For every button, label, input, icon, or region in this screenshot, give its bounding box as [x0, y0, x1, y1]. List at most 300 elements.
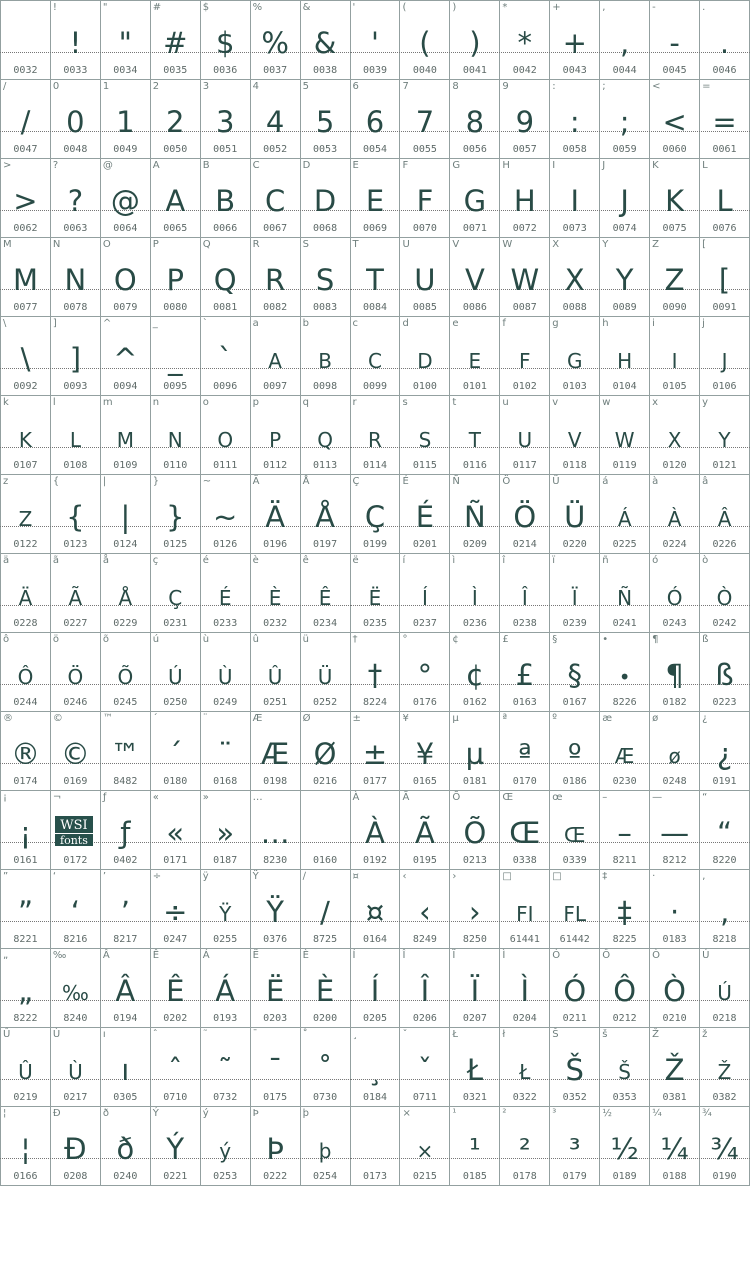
char-label: ±: [352, 713, 361, 724]
char-code: 0112: [263, 460, 288, 471]
char-glyph: U: [414, 263, 436, 297]
char-label: ƒ: [102, 792, 107, 803]
char-code: 0255: [213, 934, 238, 945]
glyph-cell: [351, 159, 401, 238]
char-glyph: `: [217, 342, 233, 376]
char-code: 0248: [662, 776, 687, 787]
glyph-cell: [450, 159, 500, 238]
char-glyph: Ž: [717, 1060, 732, 1084]
char-label: è: [252, 555, 259, 566]
char-glyph: R: [368, 428, 382, 452]
char-glyph: ¥: [415, 737, 435, 771]
char-code: 0042: [512, 65, 537, 76]
char-label: ²: [502, 1108, 507, 1119]
char-label: Ê: [152, 950, 160, 961]
char-label: ª: [502, 713, 508, 724]
char-glyph: ‹: [419, 895, 431, 929]
char-code: 0103: [562, 381, 587, 392]
char-code: 8250: [462, 934, 487, 945]
char-glyph: L: [716, 184, 733, 218]
char-label: #: [152, 2, 162, 13]
char-label: ¹: [452, 1108, 457, 1119]
char-glyph: ƒ: [120, 816, 131, 850]
char-label: N: [52, 239, 61, 250]
char-glyph: V: [567, 428, 582, 452]
glyph-cell: [450, 475, 500, 554]
char-code: 0402: [113, 855, 138, 866]
char-code: 0222: [263, 1171, 288, 1182]
char-glyph: £: [515, 658, 535, 692]
char-glyph: Ï: [470, 974, 480, 1008]
char-code: 0125: [163, 539, 188, 550]
char-code: 0162: [462, 697, 487, 708]
char-label: ñ: [602, 555, 609, 566]
char-glyph: °: [417, 658, 433, 692]
char-glyph: ‰: [61, 981, 89, 1005]
char-glyph: $: [215, 26, 235, 60]
char-code: 0226: [712, 539, 737, 550]
char-code: 0044: [612, 65, 637, 76]
char-label: ”: [3, 871, 9, 882]
char-code: 0252: [313, 697, 338, 708]
char-code: 0218: [712, 1013, 737, 1024]
char-label: Þ: [252, 1108, 259, 1119]
char-code: 0200: [313, 1013, 338, 1024]
glyph-cell: [201, 791, 251, 870]
glyph-cell: [500, 475, 550, 554]
char-label: ': [352, 2, 356, 13]
glyph-cell: [351, 1107, 401, 1186]
char-code: 0036: [213, 65, 238, 76]
char-code: 0110: [163, 460, 188, 471]
char-glyph: –: [617, 816, 632, 850]
glyph-cell: [251, 712, 301, 791]
char-glyph: L: [69, 428, 81, 452]
char-code: 0165: [412, 776, 437, 787]
char-label: Î: [402, 950, 406, 961]
glyph-cell: [700, 1, 750, 80]
char-label: –: [602, 792, 608, 803]
char-code: 0064: [113, 223, 138, 234]
char-glyph: 5: [315, 105, 335, 139]
char-label: Ü: [552, 476, 560, 487]
char-glyph: Q: [213, 263, 237, 297]
char-label: j: [702, 318, 705, 329]
char-label: ¾: [702, 1108, 712, 1119]
char-glyph: H: [617, 349, 633, 373]
char-code: 0055: [412, 144, 437, 155]
char-code: 0085: [412, 302, 437, 313]
glyph-cell: [450, 396, 500, 475]
char-code: 0245: [113, 697, 138, 708]
char-glyph: ‡: [617, 895, 632, 929]
char-glyph: ®: [10, 737, 40, 771]
glyph-cell: [101, 633, 151, 712]
glyph-cell: [450, 870, 500, 949]
char-label: ‡: [602, 871, 608, 882]
char-glyph: ¶: [665, 658, 684, 692]
char-label: K: [652, 160, 659, 171]
char-label: Ò: [652, 950, 660, 961]
char-code: 0097: [263, 381, 288, 392]
char-glyph: ‘: [70, 895, 80, 929]
char-glyph: ³: [568, 1132, 581, 1166]
char-code: 0041: [462, 65, 487, 76]
char-label: l: [52, 397, 56, 408]
char-label: ¤: [352, 871, 359, 882]
char-glyph: 7: [415, 105, 435, 139]
char-glyph: †: [367, 658, 383, 692]
glyph-cell: [550, 80, 600, 159]
char-glyph: Ô: [613, 974, 637, 1008]
char-code: 0180: [163, 776, 188, 787]
char-label: Ñ: [452, 476, 460, 487]
char-label: Ã: [402, 792, 410, 803]
char-label: Ú: [702, 950, 710, 961]
char-glyph: B: [215, 184, 236, 218]
char-label: Ý: [152, 1108, 159, 1119]
char-code: 0045: [662, 65, 687, 76]
char-label: „: [3, 950, 9, 961]
char-glyph: ’: [120, 895, 130, 929]
glyph-cell: [600, 80, 650, 159]
char-code: 8725: [313, 934, 338, 945]
char-code: 0082: [263, 302, 288, 313]
char-glyph: Ì: [471, 586, 478, 610]
char-label: ©: [52, 713, 63, 724]
char-label: ´: [152, 713, 158, 724]
char-glyph: Ê: [166, 974, 185, 1008]
char-glyph: •: [618, 665, 631, 689]
glyph-cell: [700, 633, 750, 712]
char-glyph: Ò: [716, 586, 733, 610]
char-code: 0236: [462, 618, 487, 629]
char-code: 0189: [612, 1171, 637, 1182]
char-code: 0192: [362, 855, 388, 866]
char-glyph: I: [671, 349, 678, 373]
char-code: 0195: [412, 855, 437, 866]
char-code: 0062: [13, 223, 38, 234]
char-code: 0052: [263, 144, 288, 155]
char-label: t: [452, 397, 457, 408]
char-code: 0092: [13, 381, 38, 392]
char-glyph: +: [562, 26, 587, 60]
char-glyph: Y: [718, 428, 731, 452]
char-glyph: Î: [521, 586, 528, 610]
glyph-cell: [251, 80, 301, 159]
glyph-cell: [550, 633, 600, 712]
char-glyph: 9: [515, 105, 535, 139]
char-label: =: [702, 81, 711, 92]
char-code: 8230: [263, 855, 288, 866]
glyph-cell: [151, 870, 201, 949]
char-glyph: S: [315, 263, 335, 297]
glyph-cell: [151, 396, 201, 475]
char-glyph: Ç: [168, 586, 183, 610]
char-code: 0209: [462, 539, 487, 550]
char-code: 0088: [562, 302, 587, 313]
glyph-cell: [101, 791, 151, 870]
char-label: ¼: [652, 1108, 662, 1119]
glyph-cell: [600, 159, 650, 238]
char-glyph: Ë: [368, 586, 382, 610]
char-glyph: º: [567, 737, 582, 771]
char-label: Ï: [452, 950, 456, 961]
char-glyph: ˆ: [168, 1053, 183, 1087]
char-label: ž: [702, 1029, 708, 1040]
char-label: C: [252, 160, 260, 171]
char-code: 0119: [612, 460, 637, 471]
char-label: O: [102, 239, 111, 250]
glyph-cell: [550, 396, 600, 475]
char-code: 0123: [63, 539, 88, 550]
glyph-cell: [251, 396, 301, 475]
char-label: `: [202, 318, 208, 329]
char-label: ø: [652, 713, 659, 724]
char-glyph: N: [64, 263, 87, 297]
char-code: 8221: [13, 934, 38, 945]
char-glyph: Ñ: [464, 500, 486, 534]
glyph-cell: [650, 1028, 700, 1107]
char-glyph: È: [268, 586, 282, 610]
char-code: 0322: [512, 1092, 537, 1103]
wsi-logo-line2: fonts: [60, 834, 88, 847]
char-code: 8482: [113, 776, 138, 787]
char-code: 8211: [612, 855, 637, 866]
char-label: ê: [302, 555, 309, 566]
char-glyph: #: [163, 26, 188, 60]
char-code: 0043: [562, 65, 587, 76]
char-glyph: A: [165, 184, 186, 218]
char-glyph: :: [569, 105, 580, 139]
char-glyph: ': [371, 26, 379, 60]
char-label: °: [402, 634, 408, 645]
glyph-cell: [151, 1028, 201, 1107]
char-glyph: &: [313, 26, 337, 60]
glyph-cell: [500, 80, 550, 159]
char-code: 0059: [612, 144, 637, 155]
glyph-cell: [151, 554, 201, 633]
char-code: 0254: [313, 1171, 338, 1182]
glyph-cell: [1, 712, 51, 791]
char-glyph: Š: [565, 1053, 584, 1087]
glyph-cell: [51, 396, 101, 475]
char-code: 0109: [113, 460, 138, 471]
char-label: d: [402, 318, 409, 329]
glyph-cell: [400, 396, 450, 475]
glyph-cell: [600, 554, 650, 633]
char-label: ³: [552, 1108, 557, 1119]
char-code: 0210: [662, 1013, 687, 1024]
char-label: ’: [102, 871, 107, 882]
char-code: 0094: [113, 381, 138, 392]
glyph-cell: [600, 317, 650, 396]
char-glyph: ,: [620, 26, 630, 60]
char-label: c: [352, 318, 359, 329]
glyph-cell: [51, 791, 101, 870]
char-label: à: [652, 476, 659, 487]
glyph-cell: [550, 712, 600, 791]
char-glyph: Å: [315, 500, 335, 534]
char-glyph: Ð: [64, 1132, 87, 1166]
glyph-cell: [101, 1, 151, 80]
char-glyph: *: [517, 26, 533, 60]
glyph-cell: [700, 1028, 750, 1107]
char-glyph: Ó: [563, 974, 587, 1008]
char-code: 0083: [313, 302, 338, 313]
glyph-cell: [500, 159, 550, 238]
glyph-cell: [700, 238, 750, 317]
char-code: 0075: [662, 223, 687, 234]
char-code: 0035: [163, 65, 188, 76]
char-label: º: [552, 713, 557, 724]
glyph-cell: [251, 238, 301, 317]
char-glyph: Ÿ: [219, 902, 232, 926]
char-code: 0219: [13, 1092, 38, 1103]
char-code: 0228: [13, 618, 38, 629]
glyph-cell: [650, 870, 700, 949]
char-code: 0205: [362, 1013, 388, 1024]
char-code: 0225: [612, 539, 637, 550]
char-code: 0093: [63, 381, 88, 392]
glyph-cell: [650, 396, 700, 475]
char-glyph: À: [365, 816, 385, 850]
char-label: Ç: [352, 476, 360, 487]
char-label: þ: [302, 1108, 309, 1119]
char-label: {: [52, 476, 60, 487]
char-code: 0227: [63, 618, 88, 629]
char-code: 0056: [462, 144, 487, 155]
char-glyph: A: [268, 349, 282, 373]
glyph-cell: [351, 80, 401, 159]
char-glyph: Z: [18, 507, 33, 531]
char-label: @: [102, 160, 113, 171]
char-code: 0077: [13, 302, 38, 313]
char-label: \: [3, 318, 7, 329]
glyph-cell: [51, 238, 101, 317]
char-code: 0212: [612, 1013, 637, 1024]
char-code: 0247: [163, 934, 188, 945]
char-code: 0177: [362, 776, 388, 787]
char-glyph: ¢: [465, 658, 485, 692]
char-label: f: [502, 318, 506, 329]
char-code: 0187: [213, 855, 238, 866]
char-code: 0057: [512, 144, 537, 155]
char-glyph: .: [719, 26, 730, 60]
glyph-cell: [400, 159, 450, 238]
glyph-cell: [301, 396, 351, 475]
char-code: 0235: [362, 618, 388, 629]
char-code: 0730: [313, 1092, 338, 1103]
char-glyph: À: [667, 507, 682, 531]
char-glyph: D: [313, 184, 337, 218]
char-code: 0087: [512, 302, 537, 313]
char-label: ‰: [52, 950, 67, 961]
glyph-cell: [650, 475, 700, 554]
char-glyph: ›: [469, 895, 481, 929]
char-glyph: V: [464, 263, 485, 297]
char-code: 0338: [512, 855, 537, 866]
char-code: 0249: [213, 697, 238, 708]
glyph-cell: [251, 1, 301, 80]
char-code: 0058: [562, 144, 587, 155]
glyph-cell: [351, 791, 401, 870]
glyph-cell: [301, 791, 351, 870]
char-code: 0095: [163, 381, 188, 392]
char-label: a: [252, 318, 259, 329]
glyph-cell: [51, 80, 101, 159]
char-glyph: Í: [370, 974, 380, 1008]
glyph-cell: [51, 949, 101, 1028]
char-code: 0072: [512, 223, 537, 234]
glyph-cell: [201, 159, 251, 238]
char-glyph: K: [665, 184, 685, 218]
glyph-cell: [550, 1028, 600, 1107]
char-label: ‹: [402, 871, 407, 882]
char-glyph: H: [513, 184, 536, 218]
char-code: 0066: [213, 223, 238, 234]
char-code: 0193: [213, 1013, 238, 1024]
char-label: å: [102, 555, 109, 566]
char-glyph: ·: [669, 895, 680, 929]
glyph-cell: [500, 791, 550, 870]
glyph-cell: [201, 1107, 251, 1186]
char-code: 0078: [63, 302, 88, 313]
char-glyph: Ä: [265, 500, 286, 534]
char-glyph: Œ: [564, 823, 586, 847]
char-code: 0182: [662, 697, 687, 708]
char-label: ·: [652, 871, 656, 882]
char-glyph: E: [468, 349, 482, 373]
glyph-cell: [450, 317, 500, 396]
glyph-cell: [550, 238, 600, 317]
char-code: 0105: [662, 381, 687, 392]
glyph-cell: [301, 80, 351, 159]
glyph-cell: [251, 949, 301, 1028]
char-label: ł: [502, 1029, 506, 1040]
char-code: 8224: [362, 697, 388, 708]
char-glyph: X: [667, 428, 682, 452]
char-label: â: [702, 476, 709, 487]
glyph-cell: [1, 554, 51, 633]
char-glyph: FL: [563, 902, 587, 926]
char-label: -: [652, 2, 656, 13]
glyph-cell: [351, 870, 401, 949]
glyph-cell: [650, 1107, 700, 1186]
char-code: 0069: [362, 223, 388, 234]
char-label: G: [452, 160, 461, 171]
char-code: 0179: [562, 1171, 587, 1182]
char-label: |: [102, 476, 107, 487]
char-label: R: [252, 239, 260, 250]
glyph-cell: [550, 791, 600, 870]
char-glyph: ý: [219, 1139, 232, 1163]
char-code: 0124: [113, 539, 138, 550]
char-label: £: [502, 634, 509, 645]
char-label: 1: [102, 81, 110, 92]
glyph-cell: [151, 317, 201, 396]
char-glyph: <: [662, 105, 687, 139]
glyph-cell: [700, 80, 750, 159]
glyph-cell: [301, 1, 351, 80]
char-code: 0037: [263, 65, 288, 76]
char-code: 0251: [263, 697, 288, 708]
char-code: 8218: [712, 934, 737, 945]
glyph-cell: [500, 396, 550, 475]
glyph-cell: [201, 949, 251, 1028]
char-label: ?: [52, 160, 59, 171]
char-code: 0198: [263, 776, 288, 787]
